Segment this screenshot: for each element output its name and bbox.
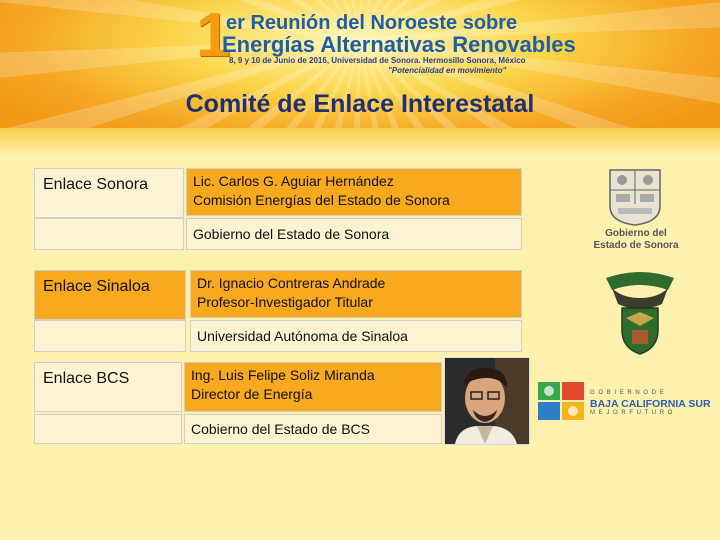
label-cell-bcs <box>34 362 182 412</box>
page-title: Comité de Enlace Interestatal <box>185 90 535 118</box>
bcs-emblem-icon <box>538 382 584 420</box>
institution-text: Cobierno del Estado de BCS <box>191 421 370 437</box>
institution-cell-sonora <box>186 218 522 250</box>
bcs-logo-top: G O B I E R N O D E <box>590 390 665 396</box>
row-label: Enlace Sinaloa <box>43 278 150 295</box>
event-title-line2: Energías Alternativas Renovables <box>222 32 576 57</box>
label-cell-sinaloa <box>34 270 186 320</box>
uas-seal-logo <box>602 268 678 361</box>
bcs-logo-main: BAJA CALIFORNIA SUR <box>590 398 711 410</box>
empty-cell-bcs <box>34 414 182 444</box>
person-cell-sinaloa <box>190 270 522 318</box>
person-photo <box>444 357 530 445</box>
row-label: Enlace Sonora <box>43 176 148 193</box>
sonora-coat-of-arms-logo <box>608 168 662 231</box>
person-cell-bcs <box>184 362 442 412</box>
empty-cell-sinaloa <box>34 320 186 352</box>
institution-cell-bcs <box>184 414 442 444</box>
shield-icon <box>608 168 662 226</box>
person-cell-sonora <box>186 168 522 216</box>
row-label: Enlace BCS <box>43 370 130 387</box>
institution-text: Universidad Autónoma de Sinaloa <box>197 328 408 344</box>
bcs-government-logo <box>538 382 584 425</box>
sonora-caption-line1: Gobierno del <box>605 228 667 239</box>
person-name: Ing. Luis Felipe Soliz Miranda <box>191 367 375 383</box>
institution-cell-sinaloa <box>190 320 522 352</box>
event-title-line1: er Reunión del Noroeste sobre <box>226 12 518 34</box>
event-tagline: "Potencialidad en movimiento" <box>388 66 507 75</box>
person-name: Dr. Ignacio Contreras Andrade <box>197 275 386 291</box>
portrait-image <box>445 358 529 444</box>
bcs-logo-bottom: M E J O R F U T U R O <box>590 410 674 416</box>
person-role: Director de Energía <box>191 386 313 402</box>
person-role: Profesor-Investigador Titular <box>197 294 373 310</box>
event-details: 8, 9 y 10 de Junio de 2016, Universidad de Sonora. Hermosillo Sonora, México <box>229 56 526 65</box>
header-fade <box>0 128 720 158</box>
sonora-logo-caption <box>588 228 684 252</box>
person-role: Comisión Energías del Estado de Sonora <box>193 192 450 208</box>
label-cell-sonora <box>34 168 184 218</box>
person-name: Lic. Carlos G. Aguiar Hernández <box>193 173 394 189</box>
sonora-caption-line2: Estado de Sonora <box>593 240 679 251</box>
institution-text: Gobierno del Estado de Sonora <box>193 226 390 242</box>
eagle-seal-icon <box>602 268 678 356</box>
empty-cell-sonora <box>34 218 184 250</box>
event-number: 1 <box>196 1 231 70</box>
